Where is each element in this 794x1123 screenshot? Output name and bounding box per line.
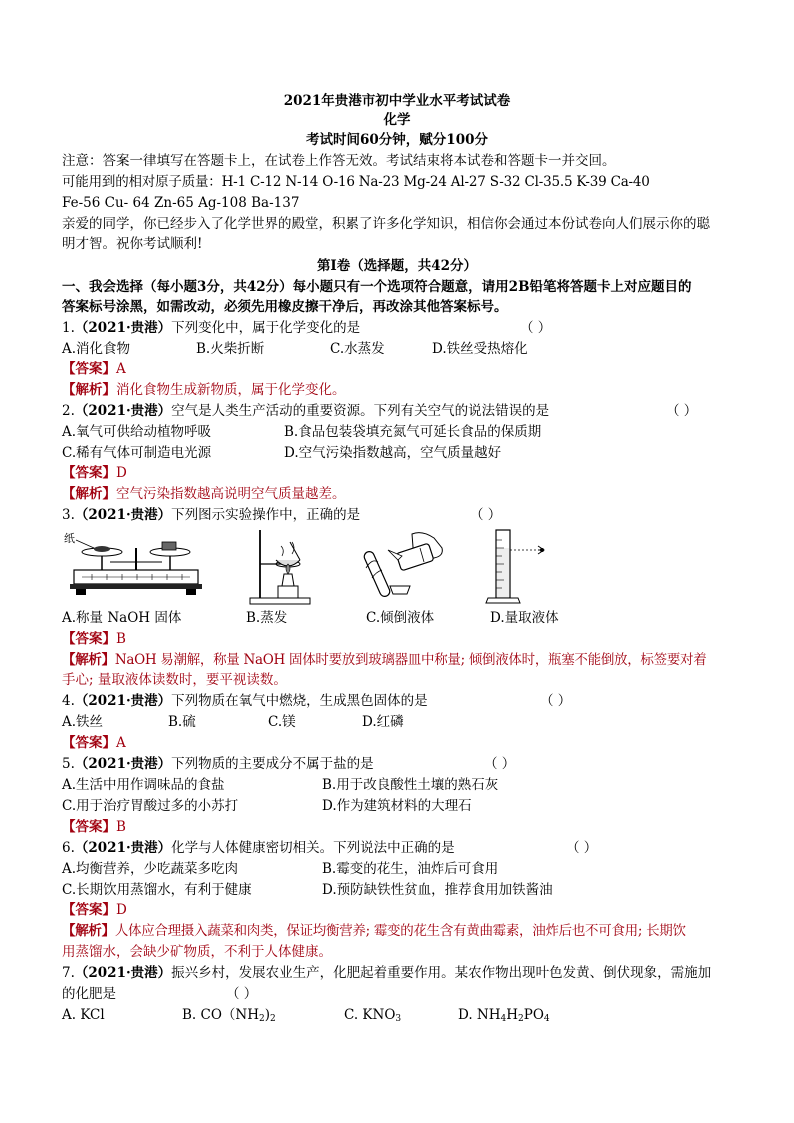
analysis-line: 【解析】消化食物生成新物质，属于化学变化。: [62, 382, 346, 398]
question-1-stem: 1.（2021·贵港）下列变化中，属于化学变化的是: [62, 320, 361, 336]
figure-pouring: [360, 528, 452, 606]
option-c: C.用于治疗胃酸过多的小苏打: [62, 798, 239, 814]
option-d: D. $NH_4H_2PO_4$: [458, 1007, 550, 1024]
option-d: D.预防缺铁性贫血，推荐食用加铁酱油: [322, 882, 553, 898]
analysis-line: 【解析】NaOH 易潮解，称量 NaOH 固体时要放到玻璃器皿中称量; 倾倒液体时，瓶塞不能倒放，标签要对着: [62, 652, 707, 668]
option-b: B.食品包装袋填充氮气可延长食品的保质期: [284, 424, 542, 440]
exam-title: 2021年贵港市初中学业水平考试试卷: [283, 93, 511, 109]
atomic-masses-line-1: 可能用到的相对原子质量：H-1 C-12 N-14 O-16 Na-23 Mg-24 Al-27 S-32 Cl-35.5 K-39 Ca-40: [62, 174, 650, 190]
option-d: D.空气污染指数越高，空气质量越好: [284, 445, 502, 461]
option-d: D.量取液体: [490, 610, 559, 626]
answer-line: 【答案】D: [62, 902, 127, 918]
figure-label-paper: 纸: [64, 532, 75, 545]
option-a: A.氧气可供给动植物呼吸: [62, 424, 212, 440]
option-d: D.作为建筑材料的大理石: [322, 798, 472, 814]
subject-title: 化学: [383, 112, 411, 128]
option-c: C.倾倒液体: [366, 610, 435, 626]
greeting-line-2: 明才智。祝你考试顺利!: [62, 236, 203, 252]
answer-paren: （ ）: [666, 403, 698, 419]
answer-paren: （ ）: [470, 507, 502, 523]
option-c: C.稀有气体可制造电光源: [62, 445, 212, 461]
option-a: A. KCl: [62, 1007, 105, 1023]
question-6-stem: 6.（2021·贵港）化学与人体健康密切相关。下列说法中正确的是: [62, 840, 455, 856]
answer-paren: （ ）: [540, 693, 572, 709]
option-c: C.镁: [268, 714, 296, 730]
analysis-line-continued: 手心; 量取液体读数时，要平视读数。: [62, 672, 287, 688]
answer-line: 【答案】A: [62, 361, 126, 377]
greeting-line-1: 亲爱的同学，你已经步入了化学世界的殿堂，积累了许多化学知识，相信你会通过本份试卷向人们展示你的聪: [62, 216, 710, 232]
option-a: A.均衡营养，少吃蔬菜多吃肉: [62, 861, 239, 877]
analysis-line-continued: 用蒸馏水，会缺少矿物质，不利于人体健康。: [62, 944, 332, 960]
atomic-masses-line-2: Fe-56 Cu- 64 Zn-65 Ag-108 Ba-137: [62, 195, 300, 211]
section-title: 第Ⅰ卷（选择题，共42分）: [316, 258, 478, 274]
answer-line: 【答案】A: [62, 735, 126, 751]
analysis-line: 【解析】人体应合理摄入蔬菜和肉类，保证均衡营养; 霉变的花生含有黄曲霉素，油炸后也不可食用; 长期饮: [62, 923, 686, 939]
option-b: B.硫: [168, 714, 196, 730]
figure-balance: [62, 528, 202, 606]
answer-paren: （ ）: [484, 756, 516, 772]
time-info: 考试时间60分钟，赋分100分: [306, 132, 488, 148]
option-b: B. $CO(NH_2)_2$: [182, 1007, 276, 1024]
question-3-stem: 3.（2021·贵港）下列图示实验操作中，正确的是: [62, 507, 361, 523]
figure-cylinder: [484, 528, 576, 606]
question-7-stem-continued: 的化肥是: [62, 986, 116, 1002]
figure-evaporation: [236, 528, 326, 606]
answer-paren: （ ）: [226, 986, 258, 1002]
answer-line: 【答案】D: [62, 465, 127, 481]
answer-line: 【答案】B: [62, 631, 126, 647]
question-2-stem: 2.（2021·贵港）空气是人类生产活动的重要资源。下列有关空气的说法错误的是: [62, 403, 550, 419]
option-b: B.蒸发: [246, 610, 288, 626]
answer-line: 【答案】B: [62, 819, 126, 835]
option-c: C.水蒸发: [330, 341, 385, 357]
option-c: C.长期饮用蒸馏水，有利于健康: [62, 882, 252, 898]
option-a: A.称量 NaOH 固体: [62, 610, 182, 626]
option-d: D.铁丝受热熔化: [432, 341, 528, 357]
option-d: D.红磷: [362, 714, 404, 730]
question-4-stem: 4.（2021·贵港）下列物质在氧气中燃烧，生成黑色固体的是: [62, 693, 428, 709]
option-a: A.消化食物: [62, 341, 131, 357]
notice-text: 注意：答案一律填写在答题卡上，在试卷上作答无效。考试结束将本试卷和答题卡一并交回。: [62, 153, 616, 169]
option-b: B.霉变的花生，油炸后可食用: [322, 861, 499, 877]
option-a: A.铁丝: [62, 714, 104, 730]
section-instructions-1: 一、我会选择（每小题3分，共42分）每小题只有一个选项符合题意，请用2B铅笔将答题卡上对应题目的: [62, 279, 692, 295]
analysis-line: 【解析】空气污染指数越高说明空气质量越差。: [62, 486, 346, 502]
answer-paren: （ ）: [566, 840, 598, 856]
option-c: C. $KNO_3$: [344, 1007, 402, 1024]
answer-paren: （ ）: [520, 320, 552, 336]
option-b: B.火柴折断: [196, 341, 265, 357]
option-a: A.生活中用作调味品的食盐: [62, 777, 225, 793]
question-7-stem: 7.（2021·贵港）振兴乡村，发展农业生产，化肥起着重要作用。某农作物出现叶色发黄、倒伏现象，需施加: [62, 965, 712, 981]
question-5-stem: 5.（2021·贵港）下列物质的主要成分不属于盐的是: [62, 756, 374, 772]
section-instructions-2: 答案标号涂黑，如需改动，必须先用橡皮擦干净后，再改涂其他答案标号。: [62, 299, 508, 315]
option-b: B.用于改良酸性土壤的熟石灰: [322, 777, 499, 793]
